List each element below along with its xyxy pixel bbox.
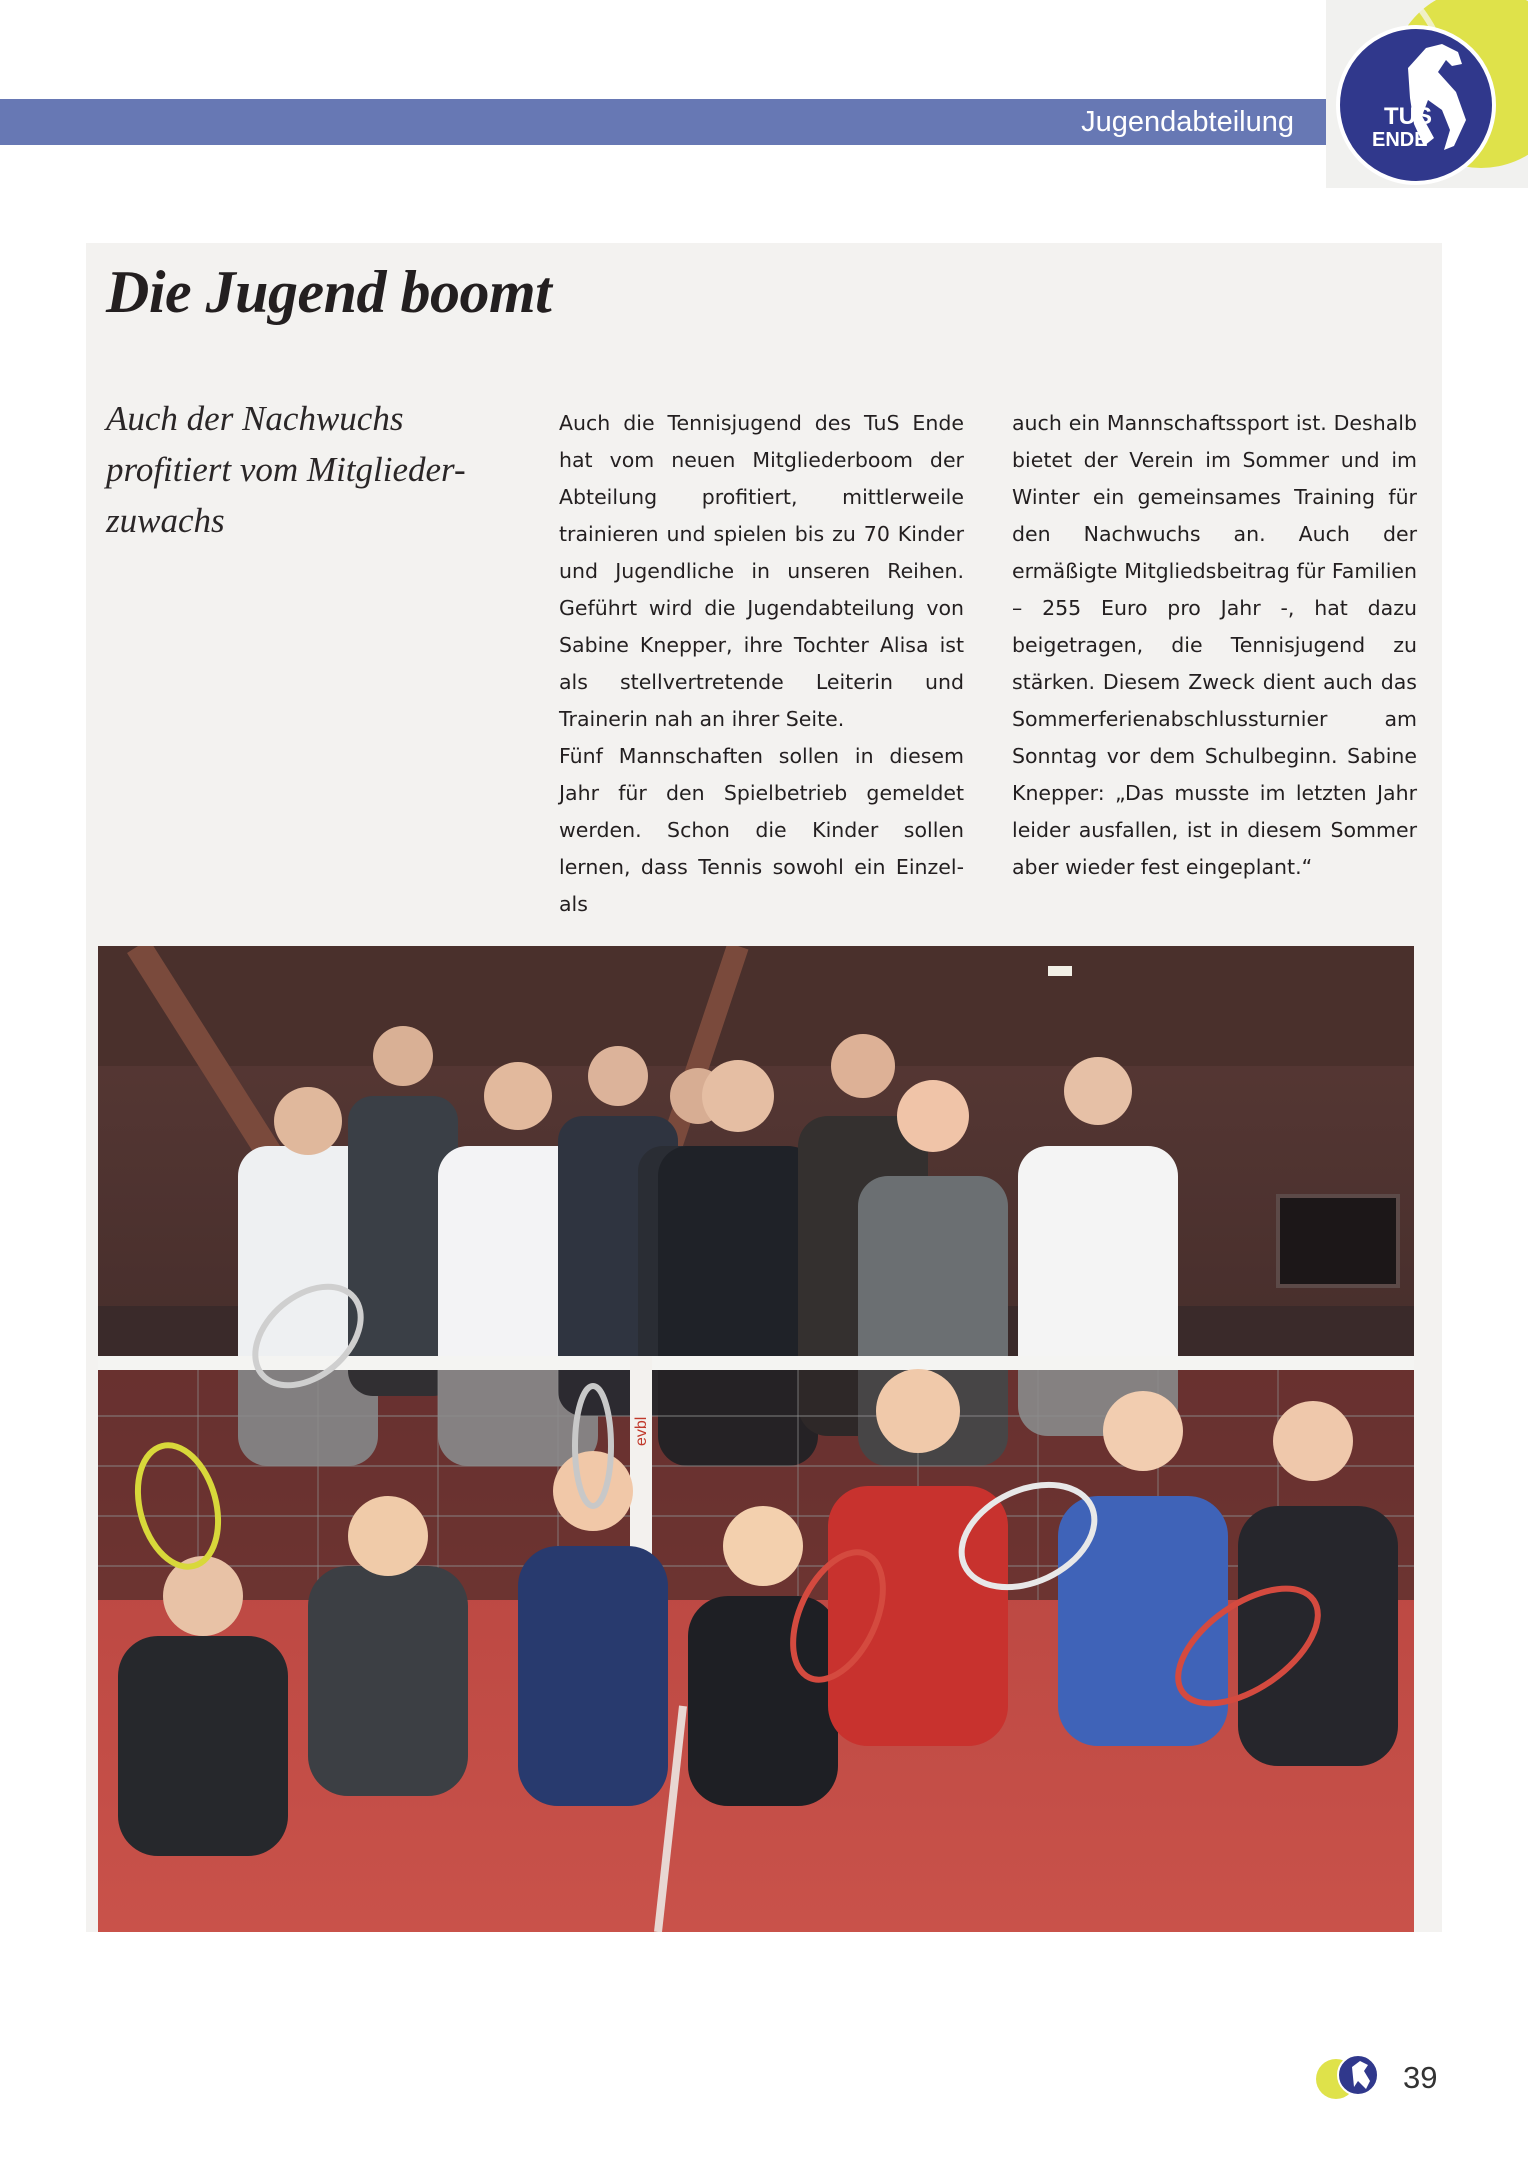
paragraph: auch ein Mannschaftssport ist. Deshalb bietet der Verein im Sommer und im Winter ein gemeinsames Training für den Nachwuchs an. Auch der ermäßigte Mitgliedsbeitrag für Familien – 255 Euro pro Jahr -, hat dazu beigetragen, die Tennisjugend zu stärken. Diesem Zweck dient auch das Sommerferienabschlussturnier am Sonntag vor dem Schulbeginn. Sabine Knepper: „Das musste im letzten Jahr leider ausfallen, ist in diesem Sommer aber wieder fest eingeplant.“: [1012, 411, 1417, 879]
logo-text-ende: ENDE: [1372, 129, 1428, 151]
paragraph: Auch die Tennisjugend des TuS Ende hat vom neuen Mitgliederboom der Abteilung profitiert, mittlerweile trainieren und spielen bis zu 70 Kinder und Jugendliche in unseren Reihen. Geführt wird die Jugendabteilung von Sabine Knepper, ihre Tochter Alisa ist als stellvertretende Leiterin und Trainerin nah an ihrer Seite.: [559, 411, 964, 731]
club-logo-graphic: [1326, 0, 1528, 188]
page-number: 39: [1403, 2060, 1438, 2095]
footer-logo: [1312, 2053, 1392, 2103]
club-logo: [1326, 0, 1528, 188]
team-photo: [98, 946, 1414, 1932]
paragraph: Fünf Mannschaften sollen in diesem Jahr für den Spielbetrieb gemeldet werden. Schon die Kinder sollen lernen, dass Tennis sowohl ein Einzel- als: [559, 744, 964, 916]
footer-logo-graphic: [1312, 2053, 1392, 2103]
article-headline: Die Jugend boomt: [106, 259, 552, 325]
team-photo-graphic: [98, 946, 1414, 1932]
section-label: Jugendabteilung: [1081, 106, 1294, 138]
article-subheadline: Auch der Nachwuchs profitiert vom Mitglieder-zuwachs: [106, 399, 466, 540]
logo-text-tus: TUS: [1384, 103, 1432, 130]
article-column-2: [1012, 405, 1417, 886]
header-bar: [0, 99, 1330, 145]
net-band-text: evbl: [633, 1416, 650, 1446]
article-column-1: [559, 405, 964, 923]
